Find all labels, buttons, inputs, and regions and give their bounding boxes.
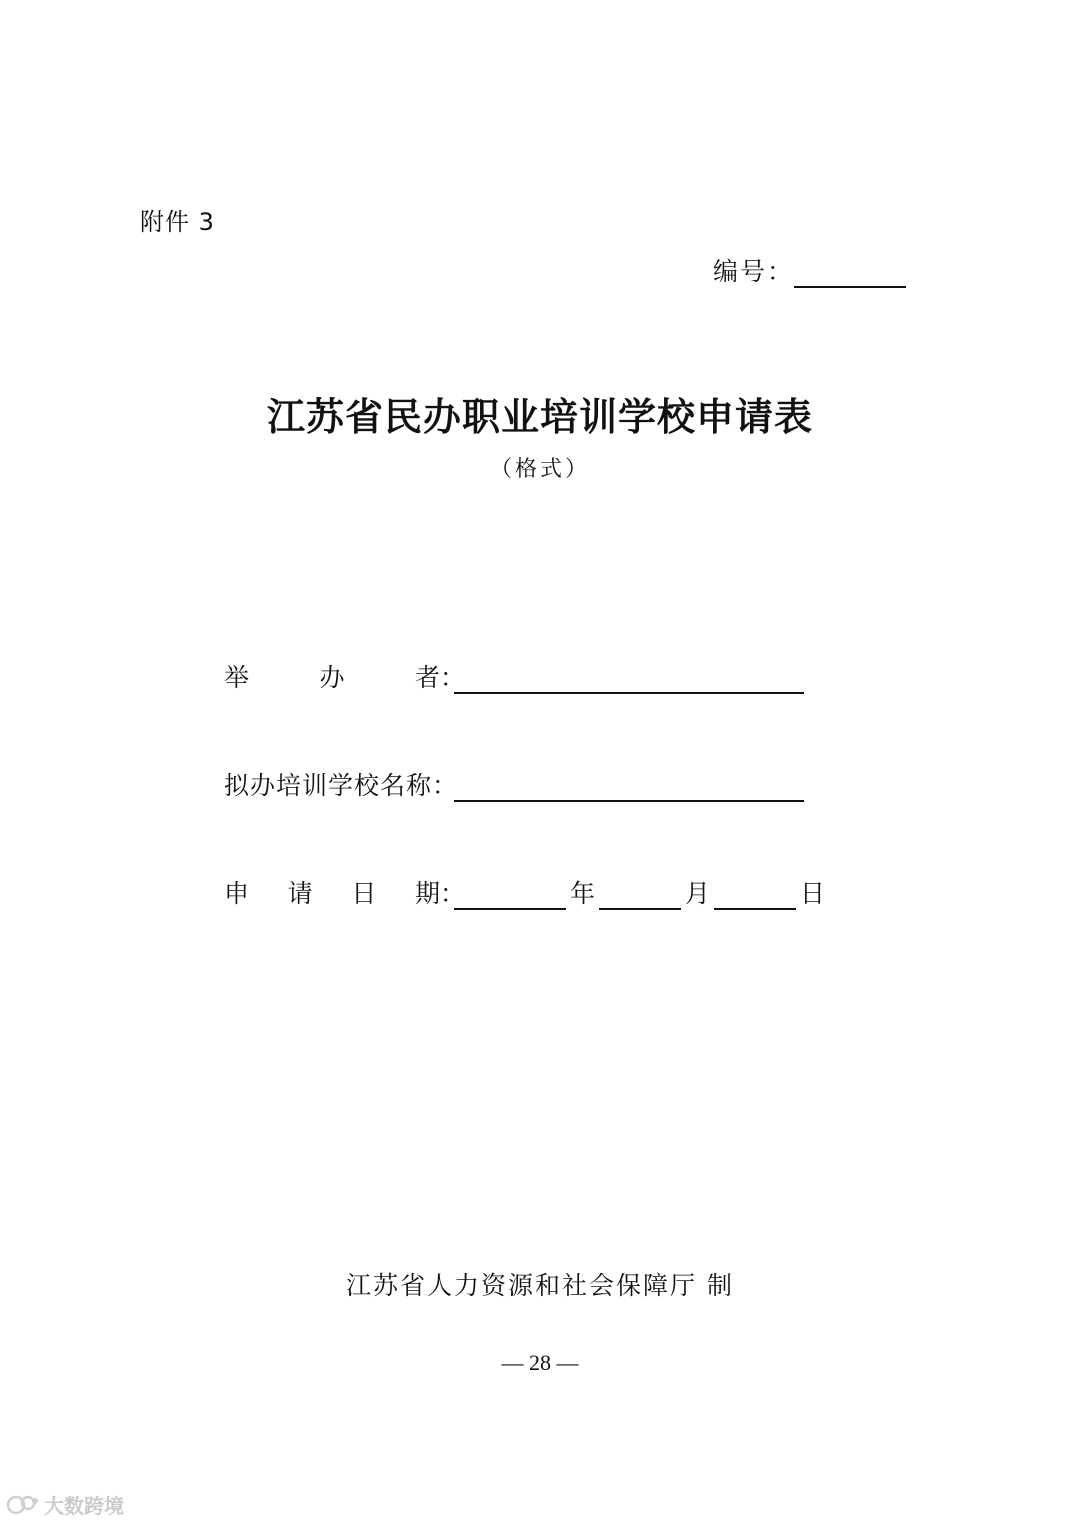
application-date-field: [224, 874, 829, 910]
school-name-label: 拟办培训学校名称：: [224, 771, 458, 800]
page-number: — 28 —: [501, 1350, 579, 1375]
serial-number-label: 编号：: [713, 257, 795, 286]
attachment-label: 附件 3: [140, 208, 215, 236]
month-blank[interactable]: [599, 882, 681, 910]
day-label: 日: [800, 879, 826, 908]
year-label: 年: [570, 879, 596, 908]
year-blank[interactable]: [454, 882, 566, 910]
watermark: [6, 1490, 124, 1519]
issuing-authority: 江苏省人力资源和社会保障厅 制: [346, 1271, 734, 1300]
school-name-field: [224, 766, 804, 802]
organizer-field: [224, 658, 804, 694]
application-date-label: 申 请 日 期 ：: [224, 879, 466, 908]
organizer-label: 举 办 者 ：: [224, 663, 466, 692]
serial-number-field: [713, 252, 906, 288]
school-name-blank[interactable]: [454, 774, 804, 802]
watermark-text: 大数跨境: [44, 1494, 124, 1518]
serial-number-blank[interactable]: [794, 260, 906, 288]
day-blank[interactable]: [714, 882, 796, 910]
form-title: 江苏省民办职业培训学校申请表: [266, 394, 813, 439]
watermark-logo-icon: [6, 1493, 40, 1517]
month-label: 月: [685, 879, 711, 908]
form-subtitle: （格式）: [489, 457, 590, 482]
organizer-blank[interactable]: [454, 666, 804, 694]
